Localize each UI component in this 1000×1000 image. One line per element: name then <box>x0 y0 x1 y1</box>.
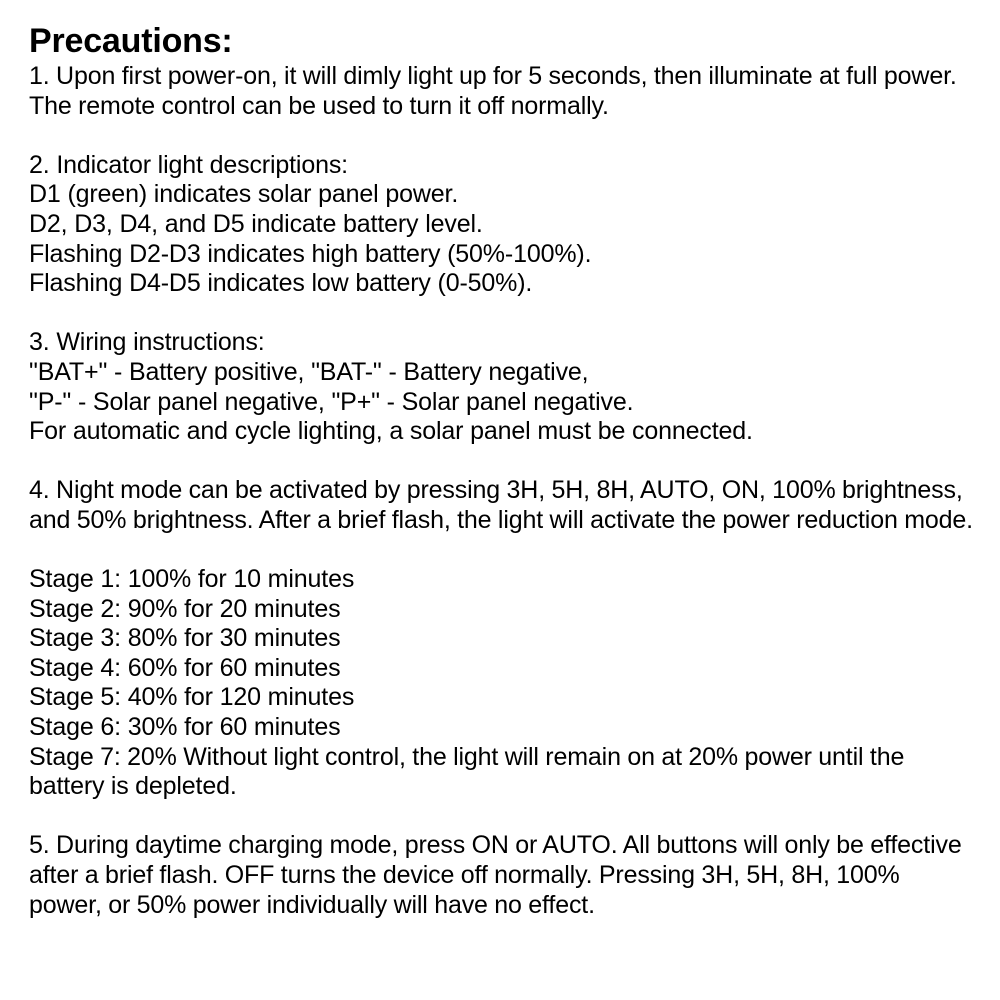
stage-row-final: Stage 7: 20% Without light control, the light will remain on at 20% power until the battery is depleted. <box>29 742 905 801</box>
wiring-note-line: For automatic and cycle lighting, a solar panel must be connected. <box>29 417 753 446</box>
precaution-item-5: 5. During daytime charging mode, press ON or AUTO. All buttons will only be effective after a brief flash. OFF turns the device off normally. Pressing 3H, 5H, 8H, 100% power, or 50% power individually will have no effect. <box>29 831 962 919</box>
indicator-heading: 2. Indicator light descriptions: <box>29 150 348 179</box>
wiring-heading: 3. Wiring instructions: <box>29 328 265 357</box>
precaution-item-3 <box>29 328 976 446</box>
paragraph-gap-5 <box>29 802 976 832</box>
precaution-item-1: 1. Upon first power-on, it will dimly light up for 5 seconds, then illuminate at full power. The remote control can be used to turn it off normally. <box>29 62 957 120</box>
indicator-d2-d5-line: D2, D3, D4, and D5 indicate battery level. <box>29 209 483 238</box>
paragraph-gap-4 <box>29 536 976 566</box>
indicator-low-battery: Flashing D4-D5 indicates low battery (0-50%). <box>29 269 533 298</box>
stage-row: Stage 1: 100% for 10 minutes <box>29 565 355 594</box>
stage-list <box>29 565 976 743</box>
wiring-solar-line: "P-" - Solar panel negative, "P+" - Solar panel negative. <box>29 387 634 416</box>
paragraph-gap-2 <box>29 299 976 329</box>
stage-row: Stage 3: 80% for 30 minutes <box>29 624 341 653</box>
page-title: Precautions: <box>29 22 233 60</box>
precaution-item-2 <box>29 151 976 299</box>
stage-row: Stage 2: 90% for 20 minutes <box>29 594 341 623</box>
indicator-high-battery: Flashing D2-D3 indicates high battery (50%-100%). <box>29 239 592 268</box>
paragraph-gap-3 <box>29 447 976 477</box>
stage-row: Stage 5: 40% for 120 minutes <box>29 683 355 712</box>
indicator-d1-line: D1 (green) indicates solar panel power. <box>29 180 459 209</box>
wiring-battery-line: "BAT+" - Battery positive, "BAT-" - Battery negative, <box>29 357 589 386</box>
stage-row: Stage 6: 30% for 60 minutes <box>29 713 341 742</box>
precaution-item-4: 4. Night mode can be activated by pressing 3H, 5H, 8H, AUTO, ON, 100% brightness, and 50% brightness. After a brief flash, the light will activate the power reduction mode. <box>29 476 973 534</box>
paragraph-gap-1 <box>29 121 976 151</box>
stage-row: Stage 4: 60% for 60 minutes <box>29 653 341 682</box>
